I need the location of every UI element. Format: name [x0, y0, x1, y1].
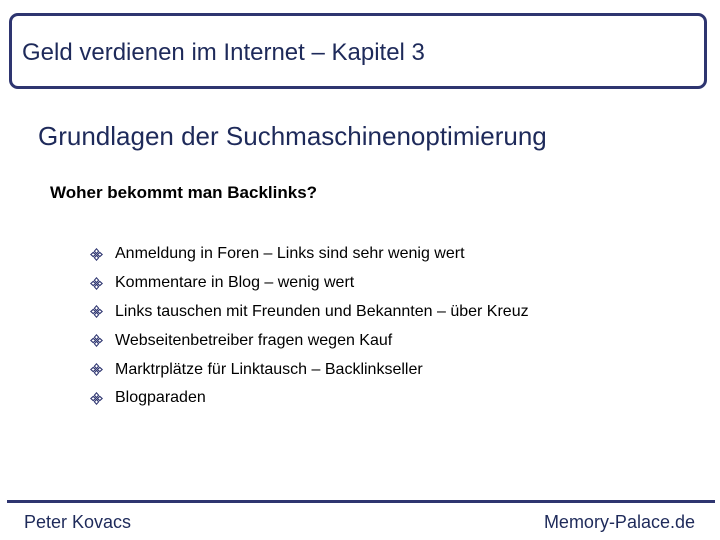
list-item: [90, 355, 529, 384]
slide-subtitle: Grundlagen der Suchmaschinenoptimierung: [38, 121, 547, 151]
list-item-text: Kommentare in Blog – wenig wert: [115, 274, 355, 292]
list-item-text: Anmeldung in Foren – Links sind sehr wenig wert: [115, 245, 465, 263]
list-item: [90, 240, 529, 269]
diamond-bullet-icon: [90, 392, 103, 405]
list-item-text: Blogparaden: [115, 389, 206, 407]
slide-question: Woher bekommt man Backlinks?: [50, 183, 318, 202]
diamond-bullet-icon: [90, 305, 103, 318]
footer-divider: [7, 500, 715, 503]
list-item: [90, 269, 529, 298]
list-item-text: Webseitenbetreiber fragen wegen Kauf: [115, 331, 393, 349]
diamond-bullet-icon: [90, 248, 103, 261]
diamond-bullet-icon: [90, 334, 103, 347]
diamond-bullet-icon: [90, 363, 103, 376]
list-item-text: Links tauschen mit Freunden und Bekannten – über Kreuz: [115, 302, 529, 320]
list-item: [90, 326, 529, 355]
footer-author: Peter Kovacs: [24, 512, 132, 532]
list-item: [90, 298, 529, 327]
footer-site: Memory-Palace.de: [543, 512, 695, 532]
diamond-bullet-icon: [90, 277, 103, 290]
bullet-list: [90, 240, 529, 413]
header-box: [9, 13, 707, 89]
header-title: Geld verdienen im Internet – Kapitel 3: [22, 39, 425, 66]
list-item: [90, 384, 529, 413]
list-item-text: Marktrplätze für Linktausch – Backlinkseller: [115, 360, 423, 378]
